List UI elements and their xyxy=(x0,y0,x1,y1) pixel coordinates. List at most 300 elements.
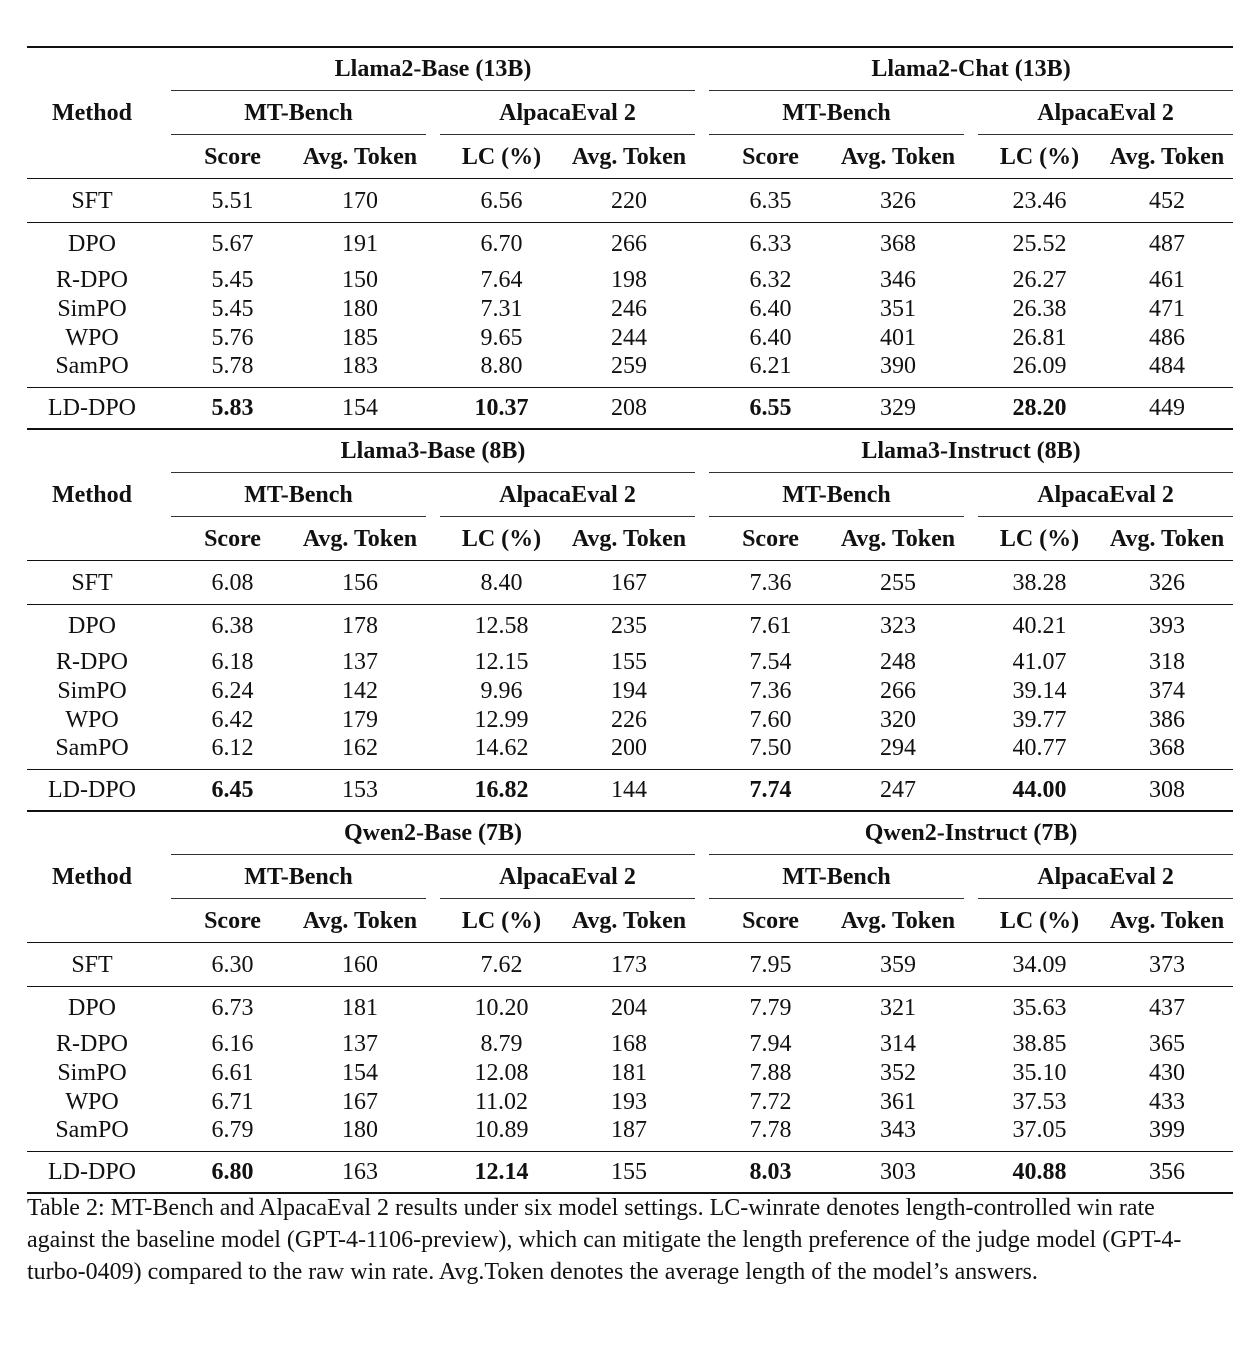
value-cell: 160 xyxy=(294,943,426,987)
spacer-cell xyxy=(695,605,709,648)
value-cell: 39.14 xyxy=(1012,677,1067,704)
value-cell: 5.83 xyxy=(171,388,294,430)
spacer-cell xyxy=(695,899,709,943)
lc-header: LC (%) xyxy=(999,525,1080,552)
model-group-left: Llama3-Base (8B) xyxy=(171,429,695,473)
value-cell: 38.85 xyxy=(1012,1030,1067,1057)
lc-header: LC (%) xyxy=(999,907,1080,934)
spacer-cell xyxy=(695,223,709,266)
method-name-cell: R-DPO xyxy=(55,1030,128,1057)
avg-token-header: Avg. Token xyxy=(1109,143,1225,170)
value-cell: 5.78 xyxy=(211,353,254,379)
baseline-row xyxy=(27,294,1233,323)
value-cell: 6.40 xyxy=(749,295,792,322)
baseline-row xyxy=(27,676,1233,705)
sft-row xyxy=(27,943,1233,987)
value-cell: 323 xyxy=(832,605,964,648)
spacer-cell xyxy=(157,388,171,430)
baseline-row xyxy=(27,705,1233,734)
value-cell: 26.81 xyxy=(1012,324,1067,351)
model-group-right: Llama3-Instruct (8B) xyxy=(709,429,1233,473)
value-cell: 6.12 xyxy=(211,735,254,761)
method-name-cell: R-DPO xyxy=(55,266,128,293)
value-cell: 7.94 xyxy=(749,1030,792,1057)
spacer-cell xyxy=(426,647,440,676)
value-cell: 374 xyxy=(1149,677,1186,704)
metric-header-row xyxy=(27,517,1233,561)
mt-bench-header: MT-Bench xyxy=(171,473,426,517)
value-cell: 167 xyxy=(342,1088,378,1115)
value-cell: 352 xyxy=(880,1059,917,1086)
value-cell: 7.64 xyxy=(480,266,523,293)
value-cell: 6.32 xyxy=(749,266,792,293)
value-cell: 40.77 xyxy=(1012,735,1067,761)
spacer-cell xyxy=(695,855,709,899)
value-cell: 5.76 xyxy=(211,324,254,351)
value-cell: 365 xyxy=(1149,1030,1186,1057)
value-cell: 26.09 xyxy=(1012,353,1067,379)
spacer-cell xyxy=(157,294,171,323)
spacer-cell xyxy=(426,705,440,734)
spacer-cell xyxy=(695,473,709,517)
spacer-cell xyxy=(426,91,440,135)
value-cell: 314 xyxy=(880,1030,917,1057)
spacer-cell xyxy=(695,647,709,676)
spacer-cell xyxy=(964,179,978,223)
value-cell: 173 xyxy=(563,943,695,987)
model-group-left: Llama2-Base (13B) xyxy=(171,47,695,91)
spacer-cell xyxy=(157,179,171,223)
spacer-cell xyxy=(964,705,978,734)
baseline-row xyxy=(27,1116,1233,1152)
spacer-cell xyxy=(964,1087,978,1116)
value-cell: 144 xyxy=(563,770,695,812)
value-cell: 220 xyxy=(563,179,695,223)
spacer-cell xyxy=(695,811,709,855)
lc-header: LC (%) xyxy=(461,143,542,170)
value-cell: 8.79 xyxy=(480,1030,523,1057)
method-name-cell: WPO xyxy=(65,1088,119,1115)
mt-bench-header: MT-Bench xyxy=(709,855,964,899)
value-cell: 259 xyxy=(611,353,647,379)
value-cell: 248 xyxy=(880,648,917,675)
alpaca-header: AlpacaEval 2 xyxy=(978,473,1233,517)
value-cell: 39.77 xyxy=(1012,706,1067,733)
spacer-cell xyxy=(964,605,978,648)
spacer-cell xyxy=(695,47,709,91)
spacer-cell xyxy=(964,135,978,179)
spacer-cell xyxy=(964,1116,978,1152)
spacer-cell xyxy=(426,899,440,943)
value-cell: 28.20 xyxy=(978,388,1101,430)
alpaca-header: AlpacaEval 2 xyxy=(978,855,1233,899)
baseline-row xyxy=(27,223,1233,266)
avg-token-header: Avg. Token xyxy=(1109,525,1225,552)
value-cell: 321 xyxy=(832,987,964,1030)
value-cell: 10.37 xyxy=(440,388,563,430)
method-name-cell: LD-DPO xyxy=(27,770,157,812)
value-cell: 170 xyxy=(294,179,426,223)
value-cell: 12.15 xyxy=(474,648,529,675)
spacer-cell xyxy=(695,987,709,1030)
method-name-cell: DPO xyxy=(27,987,157,1030)
lc-header: LC (%) xyxy=(461,907,542,934)
value-cell: 12.14 xyxy=(440,1152,563,1194)
value-cell: 356 xyxy=(1101,1152,1233,1194)
value-cell: 10.20 xyxy=(440,987,563,1030)
spacer-cell xyxy=(964,323,978,352)
value-cell: 7.88 xyxy=(749,1059,792,1086)
baseline-row xyxy=(27,734,1233,770)
spacer-cell xyxy=(426,987,440,1030)
value-cell: 6.80 xyxy=(171,1152,294,1194)
value-cell: 12.99 xyxy=(474,706,529,733)
spacer-cell xyxy=(964,517,978,561)
spacer-cell xyxy=(157,473,171,517)
value-cell: 7.54 xyxy=(749,648,792,675)
value-cell: 198 xyxy=(611,266,647,293)
mt-bench-header: MT-Bench xyxy=(709,473,964,517)
value-cell: 137 xyxy=(342,1030,378,1057)
value-cell: 6.18 xyxy=(211,648,254,675)
value-cell: 181 xyxy=(611,1059,647,1086)
model-group-header-row xyxy=(27,429,1233,473)
avg-token-header: Avg. Token xyxy=(1109,907,1225,934)
spacer-cell xyxy=(964,899,978,943)
value-cell: 6.56 xyxy=(440,179,563,223)
value-cell: 6.40 xyxy=(749,324,792,351)
value-cell: 5.67 xyxy=(171,223,294,266)
alpaca-header: AlpacaEval 2 xyxy=(440,91,695,135)
value-cell: 326 xyxy=(832,179,964,223)
value-cell: 7.36 xyxy=(709,561,832,605)
value-cell: 386 xyxy=(1149,706,1186,733)
spacer-cell xyxy=(426,676,440,705)
value-cell: 487 xyxy=(1101,223,1233,266)
results-table xyxy=(27,46,1233,1194)
value-cell: 226 xyxy=(611,706,647,733)
spacer-cell xyxy=(157,899,171,943)
value-cell: 137 xyxy=(342,648,378,675)
metric-header-row xyxy=(27,899,1233,943)
baseline-row xyxy=(27,647,1233,676)
benchmark-header-row xyxy=(27,91,1233,135)
value-cell: 16.82 xyxy=(440,770,563,812)
spacer-cell xyxy=(157,1087,171,1116)
spacer-cell xyxy=(695,561,709,605)
spacer-cell xyxy=(157,91,171,135)
spacer-cell xyxy=(695,943,709,987)
spacer-cell xyxy=(964,388,978,430)
method-name-cell: SimPO xyxy=(57,295,127,322)
value-cell: 6.71 xyxy=(211,1088,254,1115)
score-header: Score xyxy=(742,907,799,934)
spacer-cell xyxy=(695,323,709,352)
spacer-cell xyxy=(426,352,440,388)
value-cell: 6.35 xyxy=(709,179,832,223)
spacer-cell xyxy=(695,1029,709,1058)
value-cell: 38.28 xyxy=(978,561,1101,605)
value-cell: 178 xyxy=(294,605,426,648)
value-cell: 326 xyxy=(1101,561,1233,605)
model-group-right: Qwen2-Instruct (7B) xyxy=(709,811,1233,855)
value-cell: 7.60 xyxy=(749,706,792,733)
value-cell: 180 xyxy=(342,295,378,322)
spacer-cell xyxy=(426,517,440,561)
alpaca-header: AlpacaEval 2 xyxy=(978,91,1233,135)
spacer-cell xyxy=(157,605,171,648)
spacer-cell xyxy=(426,855,440,899)
value-cell: 12.08 xyxy=(474,1059,529,1086)
value-cell: 44.00 xyxy=(978,770,1101,812)
spacer-cell xyxy=(157,811,171,855)
method-name-cell: SFT xyxy=(27,561,157,605)
spacer-cell xyxy=(157,855,171,899)
spacer-cell xyxy=(695,135,709,179)
spacer-cell xyxy=(157,1116,171,1152)
ld-dpo-row xyxy=(27,1152,1233,1194)
avg-token-header: Avg. Token xyxy=(840,143,956,170)
value-cell: 401 xyxy=(880,324,917,351)
value-cell: 247 xyxy=(832,770,964,812)
value-cell: 6.45 xyxy=(171,770,294,812)
spacer-cell xyxy=(426,294,440,323)
spacer-cell xyxy=(426,179,440,223)
avg-token-header: Avg. Token xyxy=(571,525,687,552)
value-cell: 6.30 xyxy=(171,943,294,987)
lc-header: LC (%) xyxy=(999,143,1080,170)
avg-token-header: Avg. Token xyxy=(840,907,956,934)
value-cell: 361 xyxy=(880,1088,917,1115)
model-group-header-row xyxy=(27,47,1233,91)
model-group-header-row xyxy=(27,811,1233,855)
value-cell: 6.42 xyxy=(211,706,254,733)
benchmark-header-row xyxy=(27,855,1233,899)
spacer-cell xyxy=(157,676,171,705)
value-cell: 294 xyxy=(880,735,917,761)
value-cell: 7.74 xyxy=(709,770,832,812)
value-cell: 6.79 xyxy=(211,1117,254,1143)
spacer-cell xyxy=(964,294,978,323)
value-cell: 486 xyxy=(1149,324,1186,351)
value-cell: 5.51 xyxy=(171,179,294,223)
value-cell: 6.08 xyxy=(171,561,294,605)
sft-row xyxy=(27,561,1233,605)
value-cell: 471 xyxy=(1149,295,1186,322)
value-cell: 244 xyxy=(611,324,647,351)
spacer-cell xyxy=(157,517,171,561)
value-cell: 320 xyxy=(880,706,917,733)
value-cell: 41.07 xyxy=(1012,648,1067,675)
method-name-cell: WPO xyxy=(65,324,119,351)
value-cell: 368 xyxy=(832,223,964,266)
score-header: Score xyxy=(742,525,799,552)
baseline-row xyxy=(27,987,1233,1030)
value-cell: 6.70 xyxy=(440,223,563,266)
spacer-cell xyxy=(964,265,978,294)
avg-token-header: Avg. Token xyxy=(302,143,418,170)
value-cell: 7.78 xyxy=(749,1117,792,1143)
spacer-cell xyxy=(426,561,440,605)
value-cell: 142 xyxy=(342,677,378,704)
value-cell: 5.45 xyxy=(211,266,254,293)
value-cell: 430 xyxy=(1149,1059,1186,1086)
value-cell: 7.50 xyxy=(749,735,792,761)
lc-header: LC (%) xyxy=(461,525,542,552)
spacer-cell xyxy=(695,1116,709,1152)
spacer-cell xyxy=(426,1087,440,1116)
value-cell: 37.05 xyxy=(1012,1117,1067,1143)
value-cell: 208 xyxy=(563,388,695,430)
value-cell: 6.73 xyxy=(171,987,294,1030)
score-header: Score xyxy=(204,907,261,934)
value-cell: 10.89 xyxy=(474,1117,529,1143)
value-cell: 180 xyxy=(342,1117,378,1143)
spacer-cell xyxy=(695,770,709,812)
spacer-cell xyxy=(695,265,709,294)
value-cell: 484 xyxy=(1149,353,1186,379)
value-cell: 318 xyxy=(1149,648,1186,675)
benchmark-header-row xyxy=(27,473,1233,517)
mt-bench-header: MT-Bench xyxy=(171,91,426,135)
value-cell: 179 xyxy=(342,706,378,733)
value-cell: 6.16 xyxy=(211,1030,254,1057)
avg-token-header: Avg. Token xyxy=(571,907,687,934)
method-name-cell: DPO xyxy=(27,605,157,648)
value-cell: 351 xyxy=(880,295,917,322)
spacer-cell xyxy=(426,473,440,517)
method-name-cell: SFT xyxy=(27,179,157,223)
spacer-cell xyxy=(426,1152,440,1194)
value-cell: 35.63 xyxy=(978,987,1101,1030)
spacer-cell xyxy=(695,1087,709,1116)
value-cell: 34.09 xyxy=(978,943,1101,987)
value-cell: 156 xyxy=(294,561,426,605)
spacer-cell xyxy=(695,734,709,770)
value-cell: 181 xyxy=(294,987,426,1030)
spacer-cell xyxy=(695,676,709,705)
spacer-cell xyxy=(426,135,440,179)
value-cell: 343 xyxy=(880,1117,917,1143)
spacer-cell xyxy=(157,1058,171,1087)
value-cell: 183 xyxy=(342,353,378,379)
value-cell: 191 xyxy=(294,223,426,266)
method-name-cell: SimPO xyxy=(57,677,127,704)
score-header: Score xyxy=(742,143,799,170)
spacer-cell xyxy=(695,294,709,323)
mt-bench-header: MT-Bench xyxy=(709,91,964,135)
avg-token-header: Avg. Token xyxy=(840,525,956,552)
value-cell: 200 xyxy=(611,735,647,761)
baseline-row xyxy=(27,605,1233,648)
model-group-left: Qwen2-Base (7B) xyxy=(171,811,695,855)
value-cell: 6.33 xyxy=(709,223,832,266)
spacer-cell xyxy=(157,223,171,266)
spacer-cell xyxy=(964,91,978,135)
spacer-cell xyxy=(695,517,709,561)
spacer-cell xyxy=(964,1152,978,1194)
value-cell: 5.45 xyxy=(211,295,254,322)
value-cell: 433 xyxy=(1149,1088,1186,1115)
spacer-cell xyxy=(964,1029,978,1058)
metric-header-row xyxy=(27,135,1233,179)
spacer-cell xyxy=(695,352,709,388)
score-header: Score xyxy=(204,143,261,170)
value-cell: 266 xyxy=(563,223,695,266)
value-cell: 6.55 xyxy=(709,388,832,430)
baseline-row xyxy=(27,265,1233,294)
value-cell: 204 xyxy=(563,987,695,1030)
value-cell: 255 xyxy=(832,561,964,605)
spacer-cell xyxy=(695,388,709,430)
spacer-cell xyxy=(157,47,171,91)
spacer-cell xyxy=(964,734,978,770)
value-cell: 163 xyxy=(294,1152,426,1194)
spacer-cell xyxy=(157,352,171,388)
method-header: Method xyxy=(27,429,157,561)
method-name-cell: WPO xyxy=(65,706,119,733)
spacer-cell xyxy=(157,135,171,179)
value-cell: 452 xyxy=(1101,179,1233,223)
spacer-cell xyxy=(695,429,709,473)
value-cell: 266 xyxy=(880,677,917,704)
spacer-cell xyxy=(426,734,440,770)
value-cell: 6.38 xyxy=(171,605,294,648)
alpaca-header: AlpacaEval 2 xyxy=(440,855,695,899)
spacer-cell xyxy=(964,943,978,987)
value-cell: 437 xyxy=(1101,987,1233,1030)
spacer-cell xyxy=(426,265,440,294)
value-cell: 26.27 xyxy=(1012,266,1067,293)
spacer-cell xyxy=(426,943,440,987)
method-name-cell: LD-DPO xyxy=(27,388,157,430)
table-caption: Table 2: MT-Bench and AlpacaEval 2 results under six model settings. LC-winrate denotes length-controlled win rate against the baseline model (GPT-4-1106-preview), which can mitigate the length preference of the judge model (GPT-4-turbo-0409) compared to the raw win rate. Avg.Token denotes the average length of the model’s answers. xyxy=(27,1195,1182,1285)
value-cell: 193 xyxy=(611,1088,647,1115)
value-cell: 235 xyxy=(563,605,695,648)
spacer-cell xyxy=(157,265,171,294)
value-cell: 7.31 xyxy=(480,295,523,322)
baseline-row xyxy=(27,1029,1233,1058)
value-cell: 155 xyxy=(611,648,647,675)
method-name-cell: SamPO xyxy=(55,353,129,379)
value-cell: 12.58 xyxy=(440,605,563,648)
avg-token-header: Avg. Token xyxy=(302,525,418,552)
spacer-cell xyxy=(964,676,978,705)
spacer-cell xyxy=(157,1029,171,1058)
method-name-cell: SamPO xyxy=(55,1117,129,1143)
results-table-body xyxy=(27,47,1233,1193)
avg-token-header: Avg. Token xyxy=(571,143,687,170)
model-group-right: Llama2-Chat (13B) xyxy=(709,47,1233,91)
method-name-cell: DPO xyxy=(27,223,157,266)
spacer-cell xyxy=(157,561,171,605)
spacer-cell xyxy=(695,179,709,223)
value-cell: 390 xyxy=(880,353,917,379)
spacer-cell xyxy=(695,1058,709,1087)
value-cell: 303 xyxy=(832,1152,964,1194)
value-cell: 154 xyxy=(294,388,426,430)
baseline-row xyxy=(27,1058,1233,1087)
value-cell: 399 xyxy=(1149,1117,1186,1143)
value-cell: 7.79 xyxy=(709,987,832,1030)
spacer-cell xyxy=(157,770,171,812)
spacer-cell xyxy=(426,1029,440,1058)
spacer-cell xyxy=(426,770,440,812)
method-header: Method xyxy=(27,811,157,943)
method-name-cell: SFT xyxy=(27,943,157,987)
value-cell: 7.72 xyxy=(749,1088,792,1115)
method-header: Method xyxy=(27,47,157,179)
